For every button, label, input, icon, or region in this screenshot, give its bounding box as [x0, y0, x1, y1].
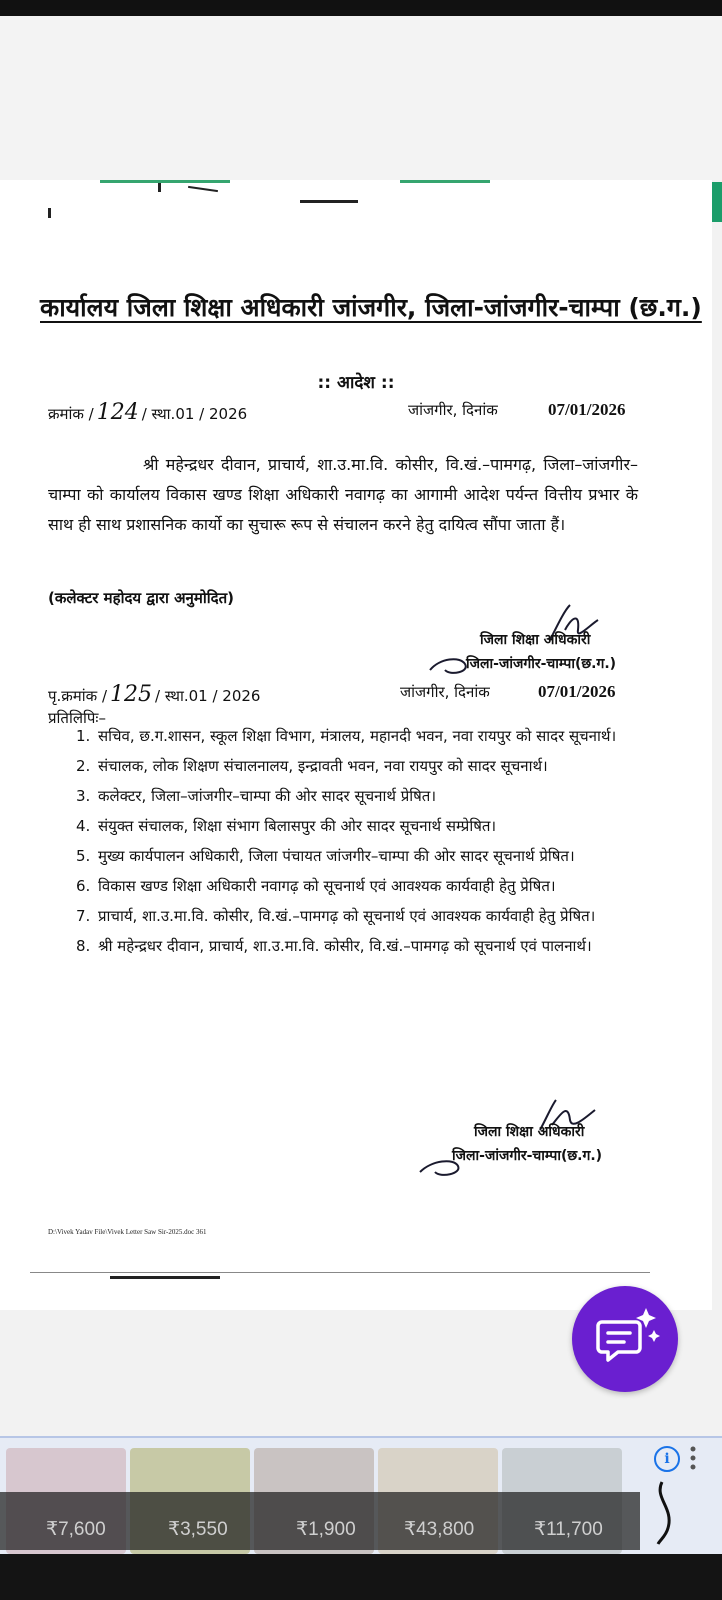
handwritten-copy-number: 125: [110, 682, 153, 707]
navigation-bar: [0, 1554, 722, 1600]
copy-item: 7. प्राचार्य, शा.उ.मा.वि. कोसीर, वि.खं.–पामगढ़ को सूचनार्थ एवं आवश्यक कार्यवाही हेतु प्रेषित।: [76, 907, 596, 925]
copy-list: [76, 725, 638, 965]
document-edge: [712, 182, 722, 222]
top-blank-area: [0, 16, 722, 180]
status-bar: [0, 0, 722, 16]
copy-item: 8. श्री महेन्द्रधर दीवान, प्राचार्य, शा.उ.मा.वि. कोसीर, वि.खं.–पामगढ़ को सूचनार्थ एवं पालनार्थ।: [76, 937, 592, 955]
product-price[interactable]: ₹43,800: [404, 1519, 475, 1540]
copy-item: 2. संचालक, लोक शिक्षण संचालनालय, इन्द्रावती भवन, नवा रायपुर को सादर सूचनार्थ।: [76, 757, 548, 775]
info-icon[interactable]: i: [654, 1446, 680, 1472]
signatory-1-title: जिला शिक्षा अधिकारी: [480, 632, 591, 648]
signatory-2-district: जिला-जांजगीर-चाम्पा(छ.ग.): [452, 1148, 603, 1164]
copy-item: 5. मुख्य कार्यपालन अधिकारी, जिला पंचायत जांजगीर–चाम्पा की ओर सादर सूचनार्थ प्रेषित।: [76, 847, 575, 865]
file-path: D:\Vivek Yadav File\Vivek Letter Saw Sir-2025.doc 361: [48, 1228, 207, 1236]
product-price[interactable]: ₹11,700: [534, 1519, 603, 1540]
copy-date: 07/01/2026: [538, 682, 616, 701]
order-reference: क्रमांक / 124 / स्था.01 / 2026 जांजगीर, दिनांक 07/01/2026: [48, 400, 626, 425]
order-date: 07/01/2026: [548, 400, 626, 419]
approval-note: (कलेक्टर महोदय द्वारा अनुमोदित): [48, 589, 234, 607]
ai-chat-sparkle-icon: [572, 1286, 678, 1392]
ai-chat-button[interactable]: [572, 1286, 678, 1392]
order-body: श्री महेन्द्रधर दीवान, प्राचार्य, शा.उ.मा.वि. कोसीर, वि.खं.–पामगढ़, जिला–जांजगीर–चाम्पा को कार्यालय विकास खण्ड शिक्षा अधिकारी नवागढ़ का आगामी आदेश पर्यन्त वित्तीय प्रभार के साथ ही साथ प्रशासनिक कार्यो का सुचारू रूप से संचालन करने हेतु दायित्व सौंपा जाता हैं।: [48, 455, 638, 534]
copy-item: 1. सचिव, छ.ग.शासन, स्कूल शिक्षा विभाग, मंत्रालय, महानदी भवन, नवा रायपुर को सादर सूचनार्थ।: [76, 727, 617, 745]
copy-label: प्रतिलिपिः–: [48, 709, 106, 727]
copy-item: 6. विकास खण्ड शिक्षा अधिकारी नवागढ़ को सूचनार्थ एवं आवश्यक कार्यवाही हेतु प्रेषित।: [76, 877, 556, 895]
order-heading: :: आदेश ::: [317, 373, 395, 393]
copy-item: 4. संयुक्त संचालक, शिक्षा संभाग बिलासपुर की ओर सादर सूचनार्थ सम्प्रेषित।: [76, 817, 497, 835]
product-price[interactable]: ₹1,900: [296, 1519, 356, 1540]
signatory-2-title: जिला शिक्षा अधिकारी: [474, 1124, 585, 1140]
swipe-gesture-icon: [650, 1478, 680, 1548]
handwritten-order-number: 124: [96, 400, 139, 425]
copy-reference: पृ.क्रमांक / 125 / स्था.01 / 2026 जांजगीर, दिनांक 07/01/2026: [48, 682, 616, 707]
product-price[interactable]: ₹3,550: [168, 1519, 228, 1540]
copy-item: 3. कलेक्टर, जिला–जांजगीर–चाम्पा की ओर सादर सूचनार्थ प्रेषित।: [76, 787, 437, 805]
document-image: [0, 180, 712, 1310]
office-title: कार्यालय जिला शिक्षा अधिकारी जांजगीर, जिला-जांजगीर-चाम्पा (छ.ग.): [40, 293, 702, 322]
signatory-1-district: जिला-जांजगीर-चाम्पा(छ.ग.): [466, 656, 617, 672]
more-vertical-icon[interactable]: [686, 1444, 700, 1472]
product-price[interactable]: ₹7,600: [46, 1519, 106, 1540]
